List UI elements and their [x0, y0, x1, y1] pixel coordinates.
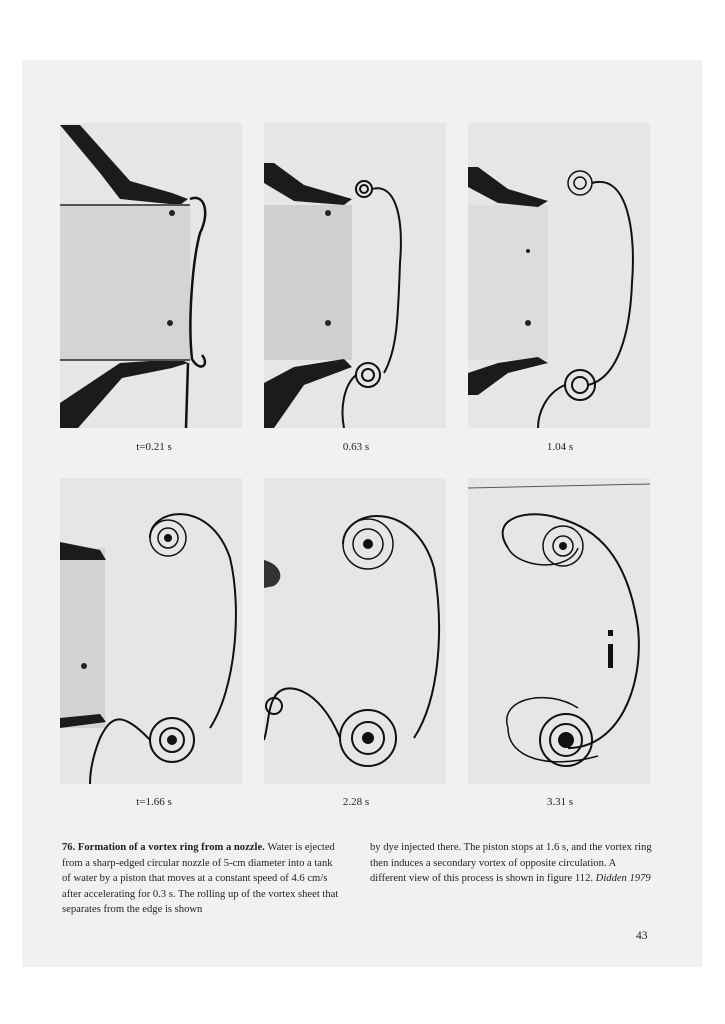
vortex-photo-frame-5-image: [264, 478, 446, 784]
vortex-photo-frame-1-image: [60, 123, 242, 428]
vortex-photo-frame-5: [264, 478, 446, 784]
vortex-photo-frame-3: [468, 123, 650, 428]
figure-number: 76.: [62, 842, 78, 853]
vortex-photo-frame-4: [60, 478, 242, 784]
figure-credit: Didden 1979: [595, 873, 651, 884]
frame-1-time-label: t=0.21 s: [136, 441, 172, 453]
figure-caption-left-text: Water is ejected from a sharp-edged circular nozzle of 5-cm diameter into a tank of water by a piston that moves at a constant speed of 4.6 cm/s after accelerating for 0.3 s. The rolling up of the vortex sheet that separates from the edge is shown: [62, 842, 339, 915]
frame-6-time-label: 3.31 s: [546, 796, 574, 808]
vortex-photo-frame-1: [60, 123, 242, 428]
figure-title: Formation of a vortex ring from a nozzle.: [77, 842, 268, 853]
vortex-photo-frame-6: [468, 478, 650, 784]
frame-4-time-label: t=1.66 s: [136, 796, 172, 808]
figure-caption-left: [62, 840, 344, 918]
vortex-photo-frame-4-image: [60, 478, 242, 784]
frame-2-time-label: 0.63 s: [342, 441, 370, 453]
vortex-photo-frame-2: [264, 123, 446, 428]
figure-caption-right: [370, 840, 652, 887]
vortex-photo-frame-2-image: [264, 123, 446, 428]
vortex-photo-frame-6-image: [468, 478, 650, 784]
figure-caption-right-text: by dye injected there. The piston stops at 1.6 s, and the vortex ring then induces a secondary vortex of opposite circulation. A different view of this process is shown in figure 112.: [370, 842, 652, 884]
vortex-photo-frame-3-image: [468, 123, 650, 428]
frame-5-time-label: 2.28 s: [342, 796, 370, 808]
frame-3-time-label: 1.04 s: [546, 441, 574, 453]
book-page: [22, 60, 702, 967]
page-number: 43: [636, 930, 648, 942]
